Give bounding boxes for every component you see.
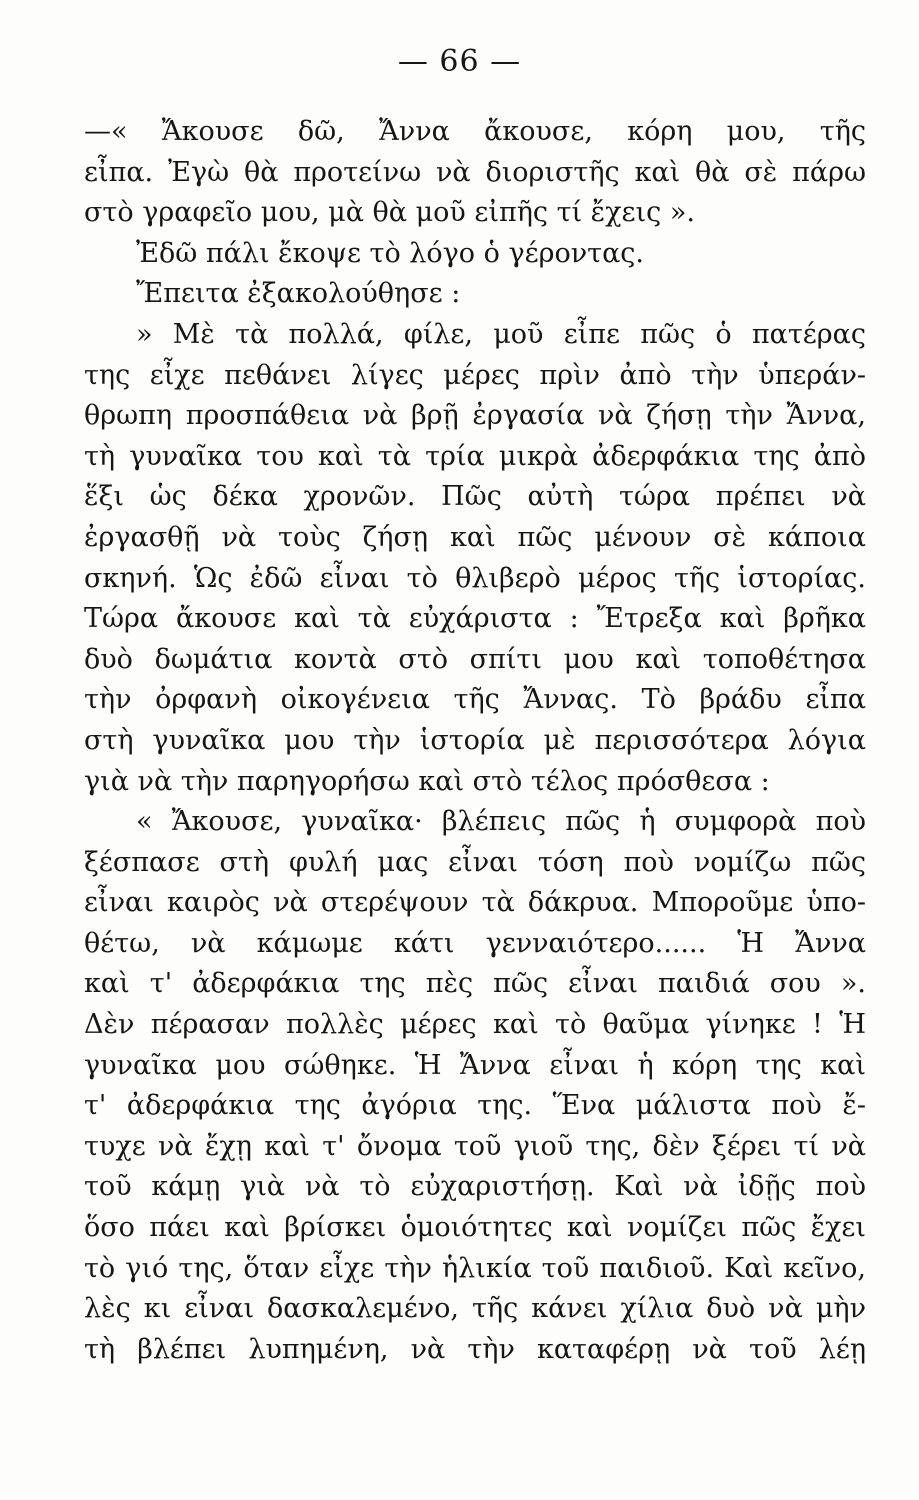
text-line: γυναῖκα μου σώθηκε. Ἡ Ἄννα εἶναι ἡ κόρη της καὶ [84,1049,866,1081]
text-line: Ἐδῶ πάλι ἔκοψε τὸ λόγο ὁ γέροντας. [136,237,645,269]
text-line: ξέσπασε στὴ φυλή μας εἶναι τόση ποὺ νομίζω πῶς [84,846,866,878]
text-line: τὴ γυναῖκα του καὶ τὰ τρία μικρὰ ἀδερφάκια της ἀπὸ [84,440,866,472]
text-line: εἶπα. Ἐγὼ θὰ προτείνω νὰ διοριστῆς καὶ θὰ σὲ πάρω [84,156,866,188]
text-line: σκηνή. Ὡς ἐδῶ εἶναι τὸ θλιβερὸ μέρος τῆς ἱστορίας. [84,562,866,594]
text-line: θρωπη προσπάθεια νὰ βρῇ ἐργασία νὰ ζήσῃ τὴν Ἄννα, [84,400,866,432]
text-line: εἶναι καιρὸς νὰ στερέψουν τὰ δάκρυα. Μποροῦμε ὑπο- [84,887,866,919]
body-text [84,112,866,1370]
text-line: ἕξι ὡς δέκα χρονῶν. Πῶς αὐτὴ τώρα πρέπει νὰ [84,481,866,513]
text-line: λὲς κι εἶναι δασκαλεμένο, τῆς κάνει χίλια δυὸ νὰ μὴν [84,1293,866,1325]
text-line: —« Ἄκουσε δῶ, Ἄννα ἄκουσε, κόρη μου, τῆς [84,116,866,147]
text-line: τὴν ὀρφανὴ οἰκογένεια τῆς Ἄννας. Τὸ βράδυ εἶπα [84,684,866,716]
text-line: θέτω, νὰ κάμωμε κάτι γενναιότερο...... Ἡ Ἄννα [84,927,866,959]
text-line: γιὰ νὰ τὴν παρηγορήσω καὶ στὸ τέλος πρόσθεσα : [84,765,770,797]
text-line: καὶ τ' ἀδερφάκια της πὲς πῶς εἶναι παιδιά σου ». [84,968,866,1000]
text-line: στὸ γραφεῖο μου, μὰ θὰ μοῦ εἰπῆς τί ἔχεις ». [84,197,695,229]
text-line: στὴ γυναῖκα μου τὴν ἱστορία μὲ περισσότερα λόγια [84,724,866,756]
text-line: τὴ βλέπει λυπημένη, νὰ τὴν καταφέρῃ νὰ τοῦ λέῃ [84,1333,866,1365]
page-number: — 66 — [397,44,522,79]
text-line: τ' ἀδερφάκια της ἀγόρια της. Ἕνα μάλιστα ποὺ ἔ- [84,1090,866,1122]
text-line: ἐργασθῇ νὰ τοὺς ζήσῃ καὶ πῶς μένουν σὲ κάποια [84,521,866,553]
text-line: τοῦ κάμῃ γιὰ νὰ τὸ εὐχαριστήσῃ. Καὶ νὰ ἰδῇς ποὺ [84,1171,866,1203]
text-line: ὅσο πάει καὶ βρίσκει ὁμοιότητες καὶ νομίζει πῶς ἔχει [84,1212,866,1244]
text-line: Δὲν πέρασαν πολλὲς μέρες καὶ τὸ θαῦμα γίνηκε ! Ἡ [84,1009,866,1041]
text-line: Τώρα ἄκουσε καὶ τὰ εὐχάριστα : Ἔτρεξα καὶ βρῆκα [84,603,866,635]
text-line: δυὸ δωμάτια κοντὰ στὸ σπίτι μου καὶ τοποθέτησα [84,643,866,675]
text-line: τὸ γιό της, ὅταν εἶχε τὴν ἡλικία τοῦ παιδιοῦ. Καὶ κεῖνο, [84,1252,866,1284]
text-line: » Μὲ τὰ πολλά, φίλε, μοῦ εἶπε πῶς ὁ πατέρας [136,318,866,350]
text-line: τυχε νὰ ἔχῃ καὶ τ' ὄνομα τοῦ γιοῦ της, δὲν ξέρει τί νὰ [84,1130,866,1162]
text-line: της εἶχε πεθάνει λίγες μέρες πρὶν ἀπὸ τὴν ὑπεράν- [84,359,866,391]
text-line: Ἔπειτα ἐξακολούθησε : [136,278,461,310]
text-line: « Ἄκουσε, γυναῖκα· βλέπεις πῶς ἡ συμφορὰ ποὺ [136,806,866,838]
